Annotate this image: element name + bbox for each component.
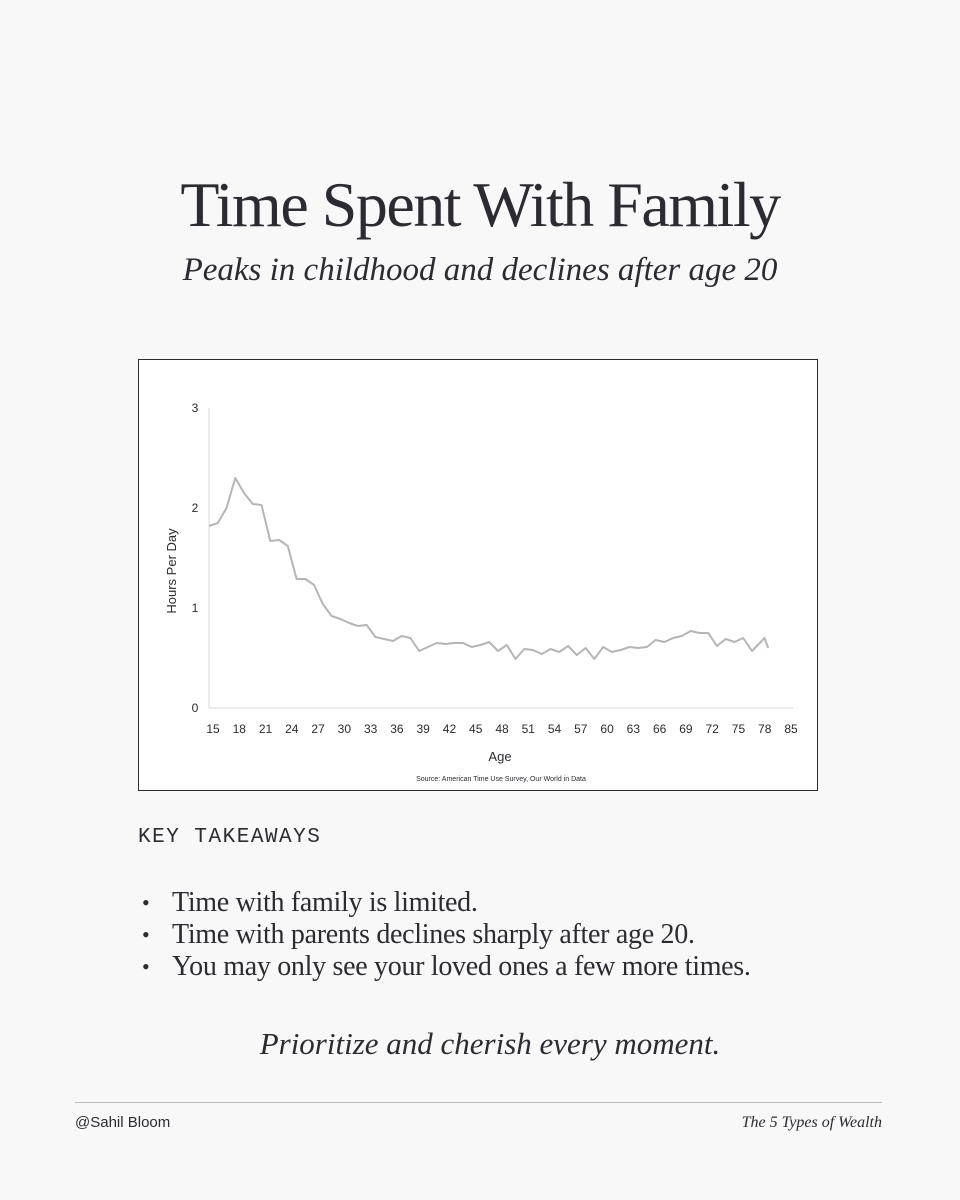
- x-tick-label: 21: [258, 722, 273, 736]
- y-tick-label: 2: [191, 501, 199, 515]
- x-tick-label: 51: [521, 722, 535, 736]
- takeaway-text: Time with parents declines sharply after age 20.: [172, 919, 695, 950]
- list-item: [140, 887, 751, 919]
- closing-message: Prioritize and cherish every moment.: [259, 1026, 721, 1061]
- brand-logo: The 5 Types of Wealth: [741, 1114, 882, 1131]
- bullet-icon: •: [142, 890, 150, 915]
- y-axis: [192, 401, 209, 715]
- y-axis-label: Hours Per Day: [164, 528, 179, 614]
- series-line: [209, 478, 768, 659]
- series-group: [209, 478, 768, 659]
- takeaways-heading: KEY TAKEAWAYS: [138, 826, 322, 849]
- x-tick-label: 18: [232, 722, 246, 736]
- list-item: [140, 951, 751, 983]
- x-tick-label: 45: [469, 722, 483, 736]
- list-item: [140, 919, 751, 951]
- x-tick-label: 33: [363, 722, 378, 736]
- chart-container: [138, 359, 818, 791]
- line-chart: [139, 360, 819, 792]
- y-tick-label: 0: [191, 701, 199, 715]
- x-tick-label: 57: [574, 722, 588, 736]
- x-tick-label: 78: [758, 722, 772, 736]
- x-tick-label: 54: [547, 722, 562, 736]
- x-axis-label: Age: [488, 749, 512, 764]
- y-tick-label: 3: [191, 401, 199, 415]
- takeaway-text: You may only see your loved ones a few more times.: [172, 951, 751, 982]
- x-tick-label: 75: [731, 722, 746, 736]
- x-tick-label: 48: [495, 722, 509, 736]
- x-tick-label: 66: [652, 722, 667, 736]
- page-title: Time Spent With Family: [180, 169, 780, 240]
- author-handle: @Sahil Bloom: [75, 1114, 171, 1131]
- y-tick-label: 1: [191, 601, 199, 615]
- bullet-icon: •: [142, 954, 150, 979]
- footer-divider: [75, 1102, 882, 1103]
- takeaways-list: [140, 887, 751, 983]
- x-axis: [206, 708, 798, 736]
- x-tick-label: 63: [626, 722, 641, 736]
- x-tick-label: 30: [337, 722, 352, 736]
- page-subtitle: Peaks in childhood and declines after age 20: [182, 252, 778, 288]
- x-tick-label: 15: [206, 722, 220, 736]
- x-tick-label: 69: [679, 722, 693, 736]
- x-tick-label: 72: [705, 722, 719, 736]
- x-tick-label: 24: [285, 722, 299, 736]
- x-tick-label: 42: [442, 722, 457, 736]
- chart-source: Source: American Time Use Survey, Our World in Data: [416, 776, 586, 783]
- x-tick-label: 85: [784, 722, 798, 736]
- x-tick-label: 27: [311, 722, 325, 736]
- bullet-icon: •: [142, 922, 150, 947]
- takeaway-text: Time with family is limited.: [172, 887, 478, 918]
- x-tick-label: 39: [416, 722, 430, 736]
- x-tick-label: 36: [390, 722, 404, 736]
- x-tick-label: 60: [600, 722, 614, 736]
